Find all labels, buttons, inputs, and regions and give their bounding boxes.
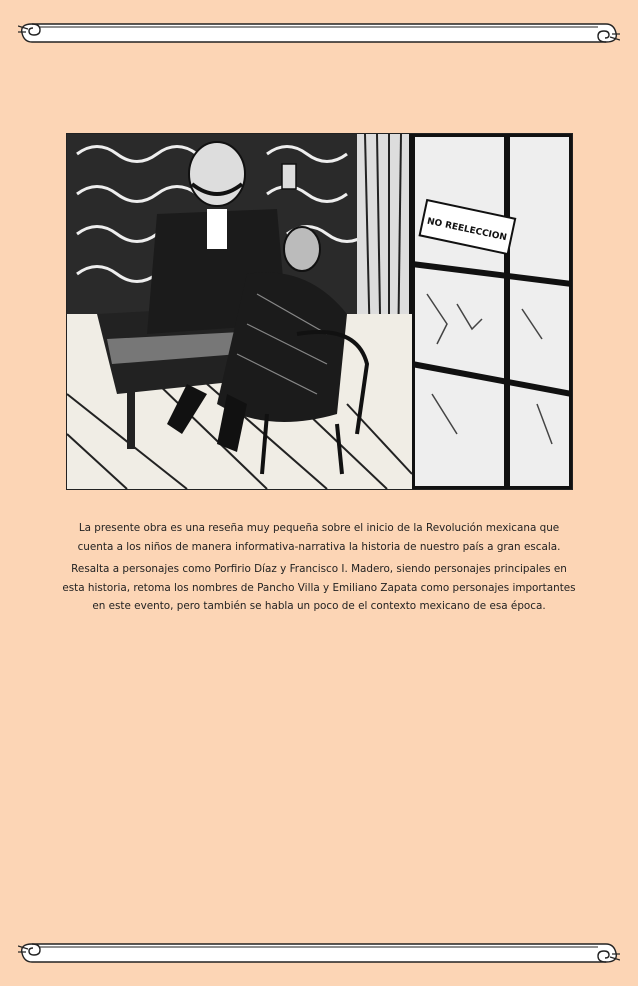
paragraph-characters: Resalta a personajes como Porfirio Díaz y Francisco I. Madero, siendo personajes principales en esta historia, retoma los nombres de Pancho Villa y Emiliano Zapata como personajes importantes en este evento, pero también se habla un poco de el contexto mexicano de esa época. [62,563,576,612]
description-text [62,519,576,620]
top-scroll-border [18,20,620,46]
banner-text: NO REELECCION [426,216,508,244]
paragraph-intro: La presente obra es una reseña muy pequeña sobre el inicio de la Revolución mexicana que cuenta a los niños de manera informativa-narrativa la historia de nuestro país a gran escala. [77,522,561,553]
bottom-scroll-border [18,940,620,966]
scroll-ornament-icon [18,940,620,966]
diaz-madero-engraving [67,134,572,489]
woodcut-illustration [66,133,573,490]
scroll-ornament-icon [18,20,620,46]
